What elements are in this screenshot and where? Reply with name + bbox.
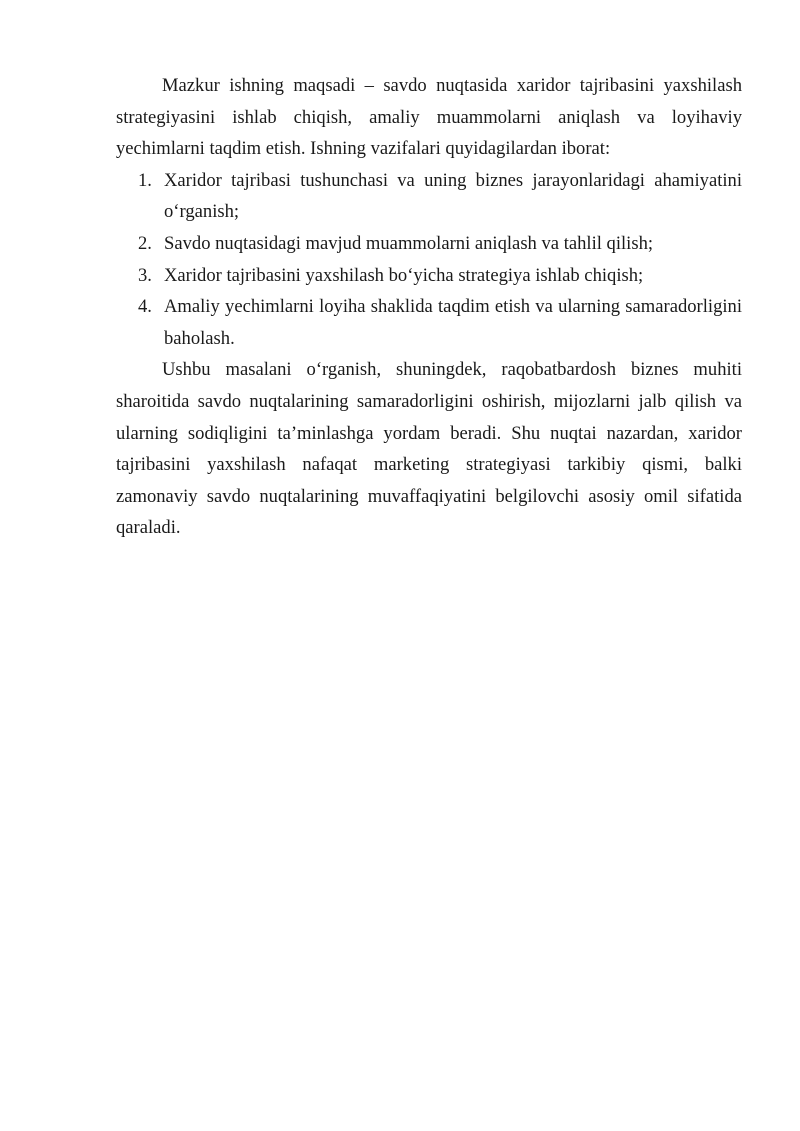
list-item-text: Xaridor tajribasi tushunchasi va uning biznes jarayonlaridagi ahamiyatini o‘rganish;: [164, 169, 742, 223]
list-item: [116, 260, 742, 292]
list-item: [116, 291, 742, 354]
intro-paragraph: Mazkur ishning maqsadi – savdo nuqtasida xaridor tajribasini yaxshilash strategiyasini ishlab chiqish, amaliy muammolarni aniqlash va loyihaviy yechimlarni taqdim etish. Ishning vazifalari quyidagilardan iborat:: [116, 75, 742, 160]
list-item: [116, 228, 742, 260]
closing-paragraph: Ushbu masalani o‘rganish, shuningdek, raqobatbardosh biznes muhiti sharoitida savdo nuqtalarining samaradorligini oshirish, mijozlarni jalb qilish va ularning sodiqligini ta’minlashga yordam beradi. Shu nuqtai nazardan, xaridor tajribasini yaxshilash nafaqat marketing strategiyasi tarkibiy qismi, balki zamonaviy savdo nuqtalarining muvaffaqiyatini belgilovchi asosiy omil sifatida qaraladi.: [116, 359, 742, 539]
list-item-text: Amaliy yechimlarni loyiha shaklida taqdim etish va ularning samaradorligini baholash.: [164, 296, 742, 349]
list-item-number: 4.: [138, 296, 152, 318]
list-item-number: 1.: [138, 169, 152, 191]
list-item-text: Savdo nuqtasidagi mavjud muammolarni aniqlash va tahlil qilish;: [164, 232, 654, 254]
list-item-text: Xaridor tajribasini yaxshilash bo‘yicha strategiya ishlab chiqish;: [164, 264, 644, 286]
task-list: [116, 165, 742, 355]
list-item-number: 2.: [138, 232, 152, 254]
list-item-number: 3.: [138, 264, 152, 286]
list-item: [116, 165, 742, 228]
document-body: [116, 70, 742, 544]
